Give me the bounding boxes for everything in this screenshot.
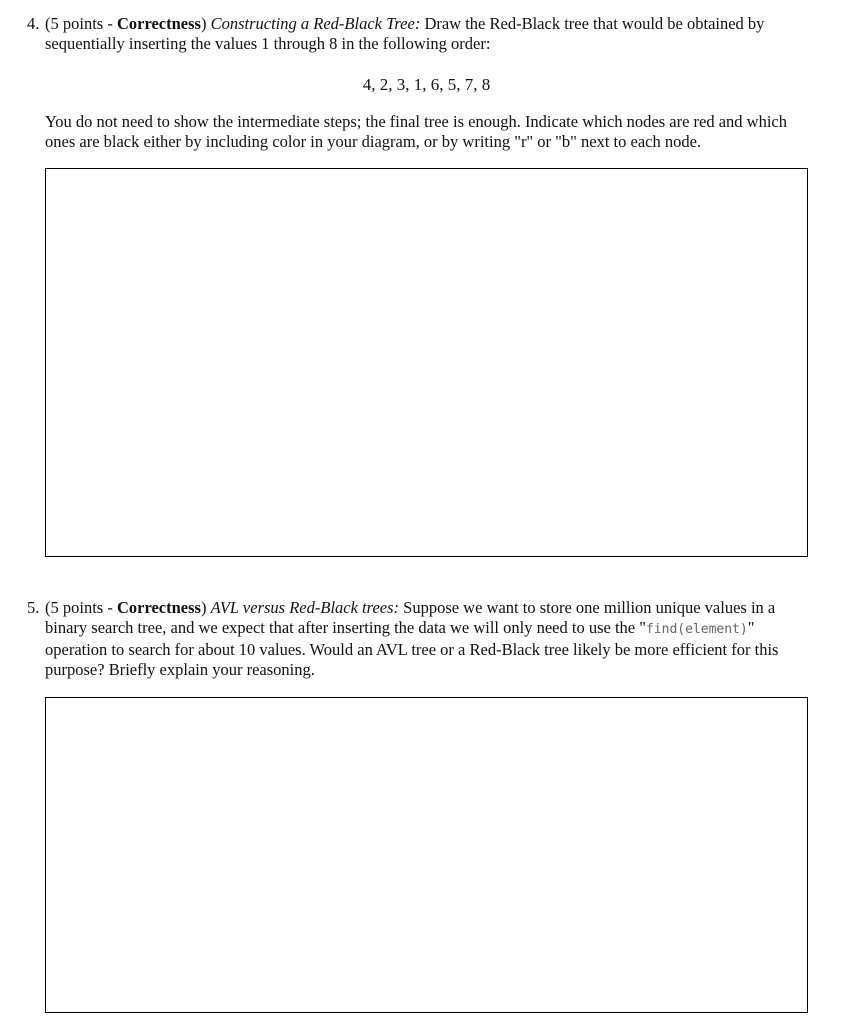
question-4-followup-gutter (27, 112, 45, 152)
answer-box-q5 (45, 697, 808, 1013)
question-5-title: AVL versus Red-Black trees: (210, 598, 400, 617)
question-4-text (45, 14, 810, 54)
question-5-body-1: Suppose we want to store one million unique values in a binary search tree, and we expect that after inserting the data we will only need to use the " (45, 598, 776, 637)
question-5-points-prefix: (5 points - (45, 598, 117, 617)
question-5-points-bold: Correctness (116, 598, 201, 617)
question-4-points-bold: Correctness (116, 14, 201, 33)
answer-box-q4 (45, 168, 808, 557)
question-4-title: Constructing a Red-Black Tree: (210, 14, 421, 33)
question-4-intro (27, 14, 810, 54)
question-5-text (45, 598, 810, 680)
question-4-intro-rest: Draw the Red-Black tree that would be obtained by sequentially inserting the values 1 through 8 in the following order: (45, 14, 765, 53)
question-5-points-close: ) (200, 598, 211, 617)
question-4-points-close: ) (200, 14, 211, 33)
question-4-sequence: 4, 2, 3, 1, 6, 5, 7, 8 (362, 75, 491, 94)
question-4-followup: You do not need to show the intermediate steps; the final tree is enough. Indicate which nodes are red and which ones are black either by including color in your diagram, or by writing "r" or "b" next to each node. (45, 112, 788, 151)
question-5-number: 5. (27, 598, 40, 617)
question-4-points-prefix: (5 points - (45, 14, 117, 33)
question-5-body-2: " operation to search for about 10 values. Would an AVL tree or a Red-Black tree likely be more efficient for this purpose? Briefly explain your reasoning. (45, 618, 779, 679)
question-4-followup-block (27, 112, 810, 152)
question-5-code: find(element) (645, 622, 748, 637)
question-4-number: 4. (27, 14, 40, 33)
question-5-intro (27, 598, 810, 680)
